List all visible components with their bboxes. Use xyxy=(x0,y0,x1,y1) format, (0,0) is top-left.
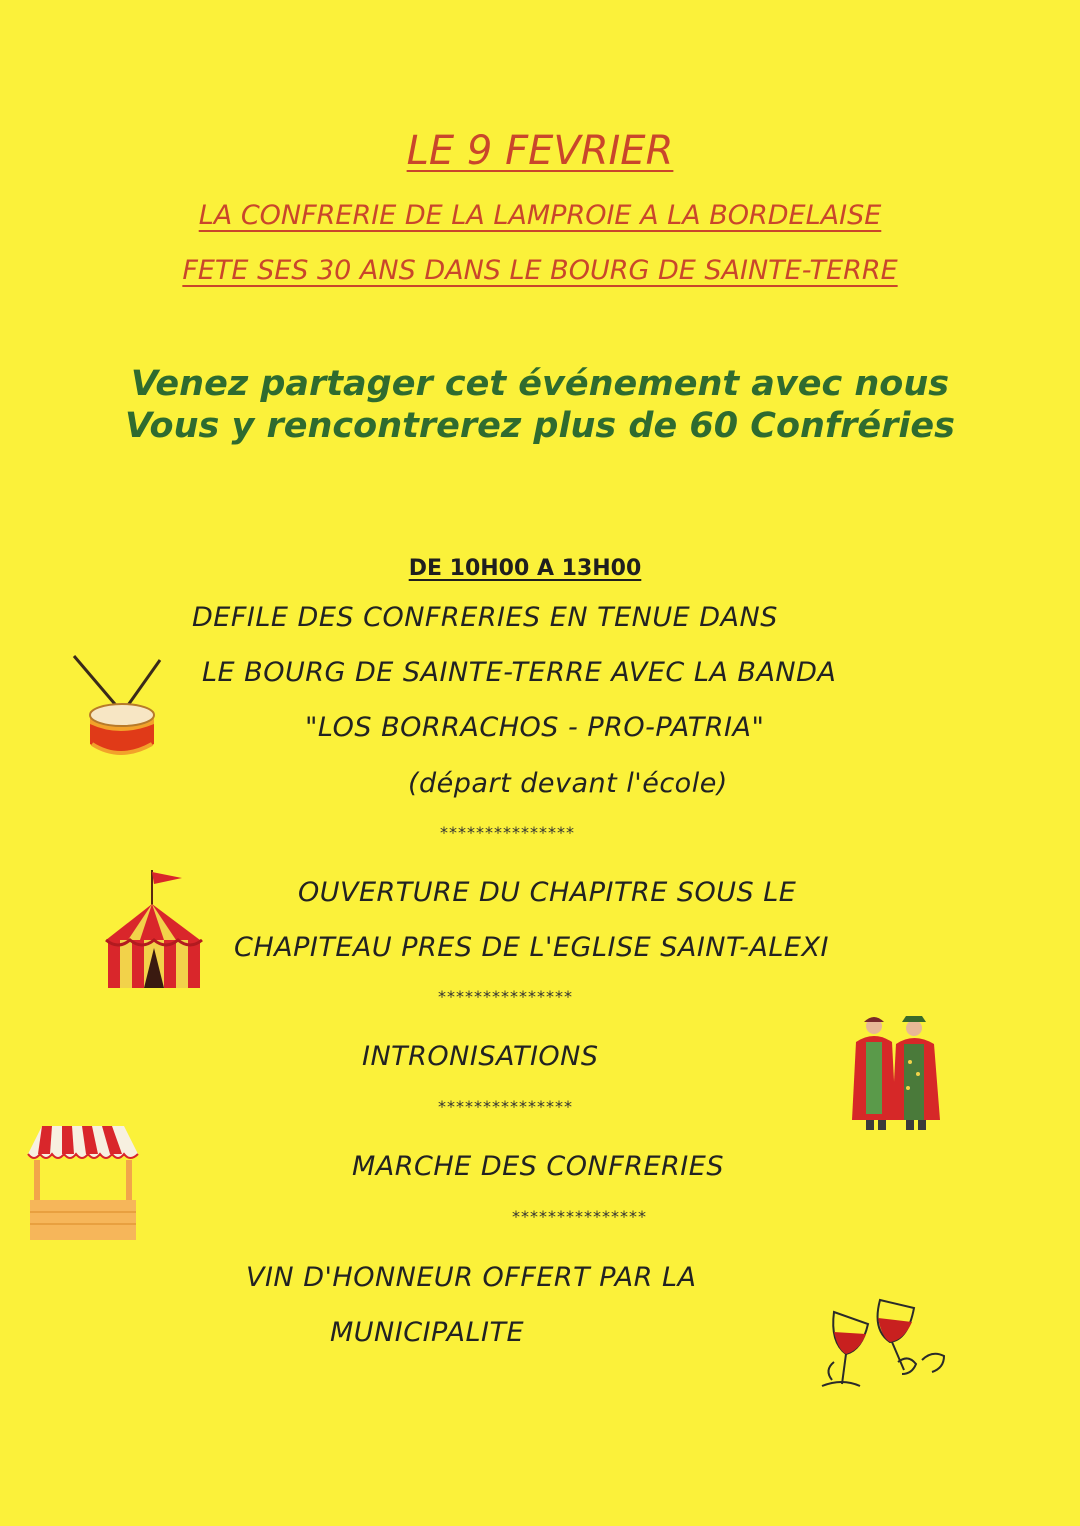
event-date-title: LE 9 FEVRIER xyxy=(406,128,674,174)
separator: *************** xyxy=(440,823,575,842)
parade-line-2: LE BOURG DE SAINTE-TERRE AVEC LA BANDA xyxy=(202,657,837,688)
subtitle-line-2: FETE SES 30 ANS DANS LE BOURG DE SAINTE-TERRE xyxy=(182,255,898,286)
enthronements-text: INTRONISATIONS xyxy=(362,1041,599,1072)
chapter-line-2: CHAPITEAU PRES DE L'EGLISE SAINT-ALEXI xyxy=(234,932,829,963)
drum-icon xyxy=(70,652,170,764)
wine-line-2: MUNICIPALITE xyxy=(330,1317,524,1348)
market-stall-icon xyxy=(24,1120,142,1242)
separator: *************** xyxy=(438,987,573,1006)
circus-tent-icon xyxy=(102,866,206,998)
invite-line-1: Venez partager cet événement avec nous xyxy=(130,364,950,404)
subtitle-line-1: LA CONFRERIE DE LA LAMPROIE A LA BORDELAISE xyxy=(198,200,882,231)
wine-glasses-icon xyxy=(804,1290,954,1396)
schedule-time: DE 10H00 A 13H00 xyxy=(408,556,642,581)
parade-line-3: "LOS BORRACHOS - PRO-PATRIA" xyxy=(305,712,765,743)
wine-line-1: VIN D'HONNEUR OFFERT PAR LA xyxy=(246,1262,697,1293)
parade-line-1: DEFILE DES CONFRERIES EN TENUE DANS xyxy=(192,602,778,633)
separator: *************** xyxy=(512,1207,647,1226)
parade-line-4: (départ devant l'école) xyxy=(408,768,728,799)
separator: *************** xyxy=(438,1097,573,1116)
invite-line-2: Vous y rencontrerez plus de 60 Confréries xyxy=(125,406,955,446)
market-text: MARCHE DES CONFRERIES xyxy=(352,1151,724,1182)
chapter-line-1: OUVERTURE DU CHAPITRE SOUS LE xyxy=(298,877,797,908)
robed-members-icon xyxy=(852,1012,944,1132)
